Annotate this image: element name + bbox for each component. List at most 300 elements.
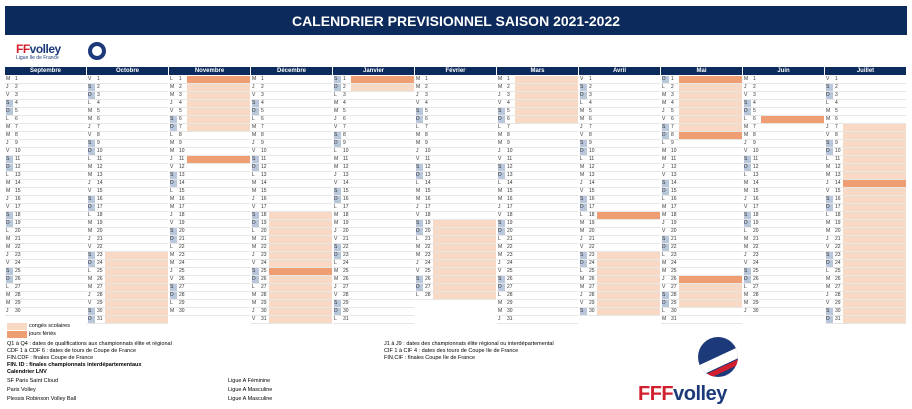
ferie-marker bbox=[679, 76, 742, 83]
conges-marker bbox=[843, 148, 906, 155]
day-number: 17 bbox=[425, 204, 431, 210]
day-number: 17 bbox=[261, 204, 267, 210]
day-row bbox=[5, 172, 86, 180]
conges-marker bbox=[679, 124, 742, 131]
day-number: 21 bbox=[15, 236, 21, 242]
day-number: 6 bbox=[343, 116, 346, 122]
day-number: 9 bbox=[425, 140, 428, 146]
day-row bbox=[661, 164, 742, 172]
day-row bbox=[333, 228, 414, 236]
day-row bbox=[5, 292, 86, 300]
weekday-letter: M bbox=[170, 92, 175, 98]
weekday-letter: M bbox=[744, 132, 749, 138]
day-row bbox=[169, 172, 250, 180]
day-row bbox=[169, 116, 250, 124]
day-row bbox=[169, 156, 250, 164]
conges-marker bbox=[843, 236, 906, 243]
weekday-letter: D bbox=[334, 252, 341, 259]
day-row bbox=[743, 108, 824, 116]
day-row bbox=[333, 156, 414, 164]
weekday-letter: V bbox=[416, 212, 420, 218]
day-number: 16 bbox=[507, 196, 513, 202]
day-number: 28 bbox=[179, 292, 185, 298]
weekday-letter: M bbox=[662, 204, 667, 210]
weekday-letter: D bbox=[662, 132, 669, 139]
day-number: 6 bbox=[179, 116, 182, 122]
weekday-letter: D bbox=[6, 276, 13, 283]
day-row bbox=[415, 268, 496, 276]
weekday-letter: M bbox=[580, 220, 585, 226]
day-row bbox=[415, 132, 496, 140]
weekday-letter: V bbox=[662, 228, 666, 234]
weekday-letter: S bbox=[334, 244, 341, 251]
day-number: 7 bbox=[835, 124, 838, 130]
day-number: 30 bbox=[507, 308, 513, 314]
conges-marker bbox=[679, 284, 742, 291]
day-row bbox=[333, 268, 414, 276]
weekday-letter: M bbox=[170, 204, 175, 210]
weekday-letter: V bbox=[580, 300, 584, 306]
conges-marker bbox=[269, 228, 332, 235]
day-row bbox=[743, 140, 824, 148]
day-number: 22 bbox=[343, 244, 349, 250]
day-number: 24 bbox=[97, 260, 103, 266]
day-number: 6 bbox=[97, 116, 100, 122]
day-row bbox=[251, 76, 332, 84]
weekday-letter: M bbox=[6, 180, 11, 186]
day-number: 29 bbox=[179, 300, 185, 306]
day-number: 8 bbox=[261, 132, 264, 138]
weekday-letter: M bbox=[170, 252, 175, 258]
legend-conges-label: congés scolaires bbox=[29, 323, 70, 329]
conges-marker bbox=[843, 308, 906, 315]
weekday-letter: S bbox=[170, 228, 177, 235]
weekday-letter: L bbox=[498, 292, 501, 298]
day-row bbox=[5, 228, 86, 236]
day-number: 4 bbox=[507, 100, 510, 106]
conges-marker bbox=[269, 276, 332, 283]
day-row bbox=[415, 116, 496, 124]
day-number: 6 bbox=[671, 116, 674, 122]
weekday-letter: M bbox=[826, 164, 831, 170]
weekday-letter: M bbox=[662, 268, 667, 274]
day-row bbox=[415, 76, 496, 84]
day-row bbox=[5, 308, 86, 316]
day-number: 26 bbox=[671, 276, 677, 282]
weekday-letter: S bbox=[6, 212, 13, 219]
weekday-letter: V bbox=[498, 268, 502, 274]
weekday-letter: S bbox=[88, 140, 95, 147]
day-row bbox=[87, 252, 168, 260]
day-number: 20 bbox=[261, 228, 267, 234]
day-row bbox=[497, 252, 578, 260]
day-row bbox=[661, 204, 742, 212]
day-row bbox=[579, 92, 660, 100]
day-row bbox=[5, 284, 86, 292]
day-number: 11 bbox=[261, 156, 267, 162]
day-row bbox=[661, 92, 742, 100]
volleyball-icon bbox=[698, 337, 738, 377]
weekday-letter: L bbox=[744, 116, 747, 122]
weekday-letter: M bbox=[334, 108, 339, 114]
day-number: 12 bbox=[835, 164, 841, 170]
day-row bbox=[579, 124, 660, 132]
day-number: 22 bbox=[589, 244, 595, 250]
day-row bbox=[661, 316, 742, 324]
day-row bbox=[5, 260, 86, 268]
weekday-letter: M bbox=[498, 244, 503, 250]
day-number: 7 bbox=[425, 124, 428, 130]
weekday-letter: L bbox=[334, 92, 337, 98]
weekday-letter: S bbox=[662, 236, 669, 243]
day-row bbox=[5, 140, 86, 148]
day-row bbox=[169, 108, 250, 116]
weekday-letter: J bbox=[580, 124, 583, 130]
day-number: 9 bbox=[179, 140, 182, 146]
weekday-letter: L bbox=[744, 172, 747, 178]
conges-marker bbox=[597, 260, 660, 267]
club-league-1: Ligue A Masculine bbox=[228, 387, 273, 393]
day-row bbox=[5, 276, 86, 284]
day-row bbox=[661, 132, 742, 140]
day-number: 26 bbox=[835, 276, 841, 282]
day-row bbox=[169, 228, 250, 236]
note-right-2: FIN.CIF : finales Coupe Ile de France bbox=[384, 355, 476, 361]
day-row bbox=[5, 196, 86, 204]
weekday-letter: M bbox=[170, 140, 175, 146]
day-row bbox=[825, 260, 906, 268]
weekday-letter: L bbox=[6, 284, 9, 290]
day-number: 26 bbox=[15, 276, 21, 282]
day-row bbox=[251, 196, 332, 204]
day-number: 9 bbox=[835, 140, 838, 146]
day-number: 10 bbox=[425, 148, 431, 154]
weekday-letter: L bbox=[6, 172, 9, 178]
day-number: 18 bbox=[97, 212, 103, 218]
day-number: 19 bbox=[671, 220, 677, 226]
day-row bbox=[87, 276, 168, 284]
day-number: 5 bbox=[343, 108, 346, 114]
weekday-letter: M bbox=[416, 140, 421, 146]
day-row bbox=[169, 284, 250, 292]
day-row bbox=[661, 76, 742, 84]
weekday-letter: L bbox=[334, 204, 337, 210]
day-row bbox=[743, 172, 824, 180]
day-number: 27 bbox=[425, 284, 431, 290]
day-row bbox=[743, 148, 824, 156]
day-row bbox=[251, 172, 332, 180]
day-number: 12 bbox=[671, 164, 677, 170]
weekday-letter: S bbox=[6, 268, 13, 275]
weekday-letter: S bbox=[416, 108, 423, 115]
day-row bbox=[251, 260, 332, 268]
day-number: 2 bbox=[261, 84, 264, 90]
weekday-letter: S bbox=[744, 100, 751, 107]
day-number: 29 bbox=[753, 300, 759, 306]
day-number: 31 bbox=[97, 316, 103, 322]
weekday-letter: J bbox=[826, 292, 829, 298]
weekday-letter: V bbox=[744, 92, 748, 98]
day-row bbox=[251, 276, 332, 284]
weekday-letter: V bbox=[252, 316, 256, 322]
day-number: 20 bbox=[343, 228, 349, 234]
weekday-letter: D bbox=[662, 244, 669, 251]
day-number: 8 bbox=[507, 132, 510, 138]
weekday-letter: M bbox=[498, 308, 503, 314]
weekday-letter: M bbox=[498, 188, 503, 194]
day-row bbox=[661, 220, 742, 228]
day-row bbox=[251, 220, 332, 228]
day-number: 2 bbox=[343, 84, 346, 90]
weekday-letter: S bbox=[580, 84, 587, 91]
day-row bbox=[415, 228, 496, 236]
weekday-letter: M bbox=[334, 212, 339, 218]
day-row bbox=[661, 100, 742, 108]
day-row bbox=[497, 108, 578, 116]
day-number: 22 bbox=[261, 244, 267, 250]
day-row bbox=[169, 244, 250, 252]
day-row bbox=[579, 252, 660, 260]
weekday-letter: J bbox=[744, 84, 747, 90]
weekday-letter: D bbox=[6, 220, 13, 227]
weekday-letter: S bbox=[580, 308, 587, 315]
day-row bbox=[415, 244, 496, 252]
weekday-letter: L bbox=[826, 100, 829, 106]
day-row bbox=[743, 100, 824, 108]
weekday-letter: M bbox=[252, 132, 257, 138]
day-number: 23 bbox=[425, 252, 431, 258]
day-row bbox=[251, 236, 332, 244]
day-number: 21 bbox=[589, 236, 595, 242]
day-number: 4 bbox=[179, 100, 182, 106]
day-number: 21 bbox=[97, 236, 103, 242]
weekday-letter: S bbox=[498, 220, 505, 227]
weekday-letter: V bbox=[170, 276, 174, 282]
weekday-letter: J bbox=[744, 140, 747, 146]
day-row bbox=[579, 132, 660, 140]
weekday-letter: D bbox=[662, 188, 669, 195]
day-number: 4 bbox=[753, 100, 756, 106]
day-number: 18 bbox=[835, 212, 841, 218]
day-row bbox=[169, 148, 250, 156]
day-number: 16 bbox=[261, 196, 267, 202]
day-row bbox=[87, 108, 168, 116]
conges-marker bbox=[597, 300, 660, 307]
day-number: 4 bbox=[15, 100, 18, 106]
day-number: 17 bbox=[753, 204, 759, 210]
conges-marker bbox=[105, 308, 168, 315]
day-row bbox=[825, 156, 906, 164]
day-number: 9 bbox=[753, 140, 756, 146]
day-row bbox=[5, 212, 86, 220]
month-header: Février bbox=[415, 67, 496, 75]
weekday-letter: V bbox=[88, 76, 92, 82]
day-row bbox=[579, 204, 660, 212]
conges-marker bbox=[105, 316, 168, 323]
day-number: 10 bbox=[589, 148, 595, 154]
ferie-marker bbox=[187, 76, 250, 83]
conges-marker bbox=[515, 108, 578, 115]
day-row bbox=[497, 172, 578, 180]
day-number: 26 bbox=[425, 276, 431, 282]
day-number: 21 bbox=[425, 236, 431, 242]
weekday-letter: L bbox=[6, 228, 9, 234]
day-number: 24 bbox=[343, 260, 349, 266]
conges-marker bbox=[269, 252, 332, 259]
conges-marker bbox=[269, 236, 332, 243]
weekday-letter: D bbox=[416, 172, 423, 179]
day-row bbox=[5, 92, 86, 100]
day-row bbox=[415, 196, 496, 204]
note-left-2: FIN.CDF : finales Coupe de France bbox=[7, 355, 94, 361]
weekday-letter: M bbox=[580, 284, 585, 290]
weekday-letter: L bbox=[252, 228, 255, 234]
day-row bbox=[825, 252, 906, 260]
day-number: 26 bbox=[589, 276, 595, 282]
month-header: Avril bbox=[579, 67, 660, 75]
day-row bbox=[87, 308, 168, 316]
day-number: 19 bbox=[425, 220, 431, 226]
ferie-marker bbox=[843, 180, 906, 187]
day-number: 11 bbox=[671, 156, 677, 162]
day-number: 27 bbox=[261, 284, 267, 290]
day-row bbox=[333, 292, 414, 300]
weekday-letter: L bbox=[826, 156, 829, 162]
weekday-letter: M bbox=[252, 124, 257, 130]
day-number: 3 bbox=[671, 92, 674, 98]
day-number: 21 bbox=[261, 236, 267, 242]
weekday-letter: V bbox=[662, 116, 666, 122]
day-number: 26 bbox=[261, 276, 267, 282]
day-number: 18 bbox=[671, 212, 677, 218]
weekday-letter: L bbox=[88, 100, 91, 106]
weekday-letter: S bbox=[252, 212, 259, 219]
conges-marker bbox=[679, 84, 742, 91]
day-row bbox=[5, 164, 86, 172]
day-number: 12 bbox=[589, 164, 595, 170]
day-row bbox=[661, 308, 742, 316]
conges-marker bbox=[187, 92, 250, 99]
day-number: 9 bbox=[15, 140, 18, 146]
day-row bbox=[579, 268, 660, 276]
day-row bbox=[579, 188, 660, 196]
day-number: 29 bbox=[15, 300, 21, 306]
day-row bbox=[251, 164, 332, 172]
day-row bbox=[579, 276, 660, 284]
weekday-letter: J bbox=[6, 84, 9, 90]
day-row bbox=[251, 252, 332, 260]
day-row bbox=[497, 140, 578, 148]
conges-marker bbox=[679, 108, 742, 115]
day-number: 21 bbox=[179, 236, 185, 242]
day-row bbox=[251, 316, 332, 324]
weekday-letter: V bbox=[6, 92, 10, 98]
day-number: 30 bbox=[835, 308, 841, 314]
weekday-letter: V bbox=[252, 148, 256, 154]
day-number: 1 bbox=[671, 76, 674, 82]
day-number: 1 bbox=[753, 76, 756, 82]
weekday-letter: M bbox=[744, 300, 749, 306]
day-row bbox=[579, 100, 660, 108]
month-header: Septembre bbox=[5, 67, 86, 75]
day-row bbox=[169, 300, 250, 308]
weekday-letter: D bbox=[6, 164, 13, 171]
day-number: 18 bbox=[753, 212, 759, 218]
weekday-letter: M bbox=[662, 92, 667, 98]
weekday-letter: L bbox=[498, 180, 501, 186]
weekday-letter: S bbox=[170, 116, 177, 123]
day-row bbox=[743, 180, 824, 188]
month-header: Décembre bbox=[251, 67, 332, 75]
day-row bbox=[743, 92, 824, 100]
weekday-letter: S bbox=[662, 180, 669, 187]
day-row bbox=[497, 292, 578, 300]
day-row bbox=[661, 212, 742, 220]
day-row bbox=[251, 268, 332, 276]
weekday-letter: J bbox=[662, 220, 665, 226]
day-number: 5 bbox=[753, 108, 756, 114]
day-number: 21 bbox=[671, 236, 677, 242]
day-row bbox=[333, 204, 414, 212]
day-row bbox=[743, 252, 824, 260]
day-number: 29 bbox=[507, 300, 513, 306]
day-number: 6 bbox=[589, 116, 592, 122]
day-row bbox=[251, 132, 332, 140]
day-number: 13 bbox=[15, 172, 21, 178]
day-number: 16 bbox=[343, 196, 349, 202]
day-row bbox=[825, 172, 906, 180]
weekday-letter: D bbox=[580, 92, 587, 99]
weekday-letter: V bbox=[252, 204, 256, 210]
day-row bbox=[333, 84, 414, 92]
day-number: 29 bbox=[835, 300, 841, 306]
conges-marker bbox=[269, 284, 332, 291]
conges-marker bbox=[597, 252, 660, 259]
weekday-letter: L bbox=[170, 76, 173, 82]
weekday-letter: M bbox=[88, 164, 93, 170]
day-number: 13 bbox=[671, 172, 677, 178]
day-row bbox=[743, 268, 824, 276]
day-row bbox=[743, 212, 824, 220]
day-row bbox=[333, 300, 414, 308]
day-row bbox=[497, 316, 578, 324]
day-number: 2 bbox=[589, 84, 592, 90]
club-league-0: Ligue A Féminine bbox=[228, 378, 271, 384]
weekday-letter: S bbox=[252, 268, 259, 275]
conges-marker bbox=[433, 220, 496, 227]
day-row bbox=[87, 164, 168, 172]
weekday-letter: S bbox=[88, 84, 95, 91]
day-row bbox=[415, 284, 496, 292]
weekday-letter: L bbox=[416, 292, 419, 298]
weekday-letter: V bbox=[826, 132, 830, 138]
day-row bbox=[579, 284, 660, 292]
day-row bbox=[579, 212, 660, 220]
day-number: 28 bbox=[15, 292, 21, 298]
weekday-letter: D bbox=[334, 308, 341, 315]
weekday-letter: J bbox=[826, 124, 829, 130]
day-number: 25 bbox=[179, 268, 185, 274]
day-row bbox=[497, 284, 578, 292]
day-number: 20 bbox=[425, 228, 431, 234]
weekday-letter: M bbox=[252, 300, 257, 306]
day-row bbox=[661, 284, 742, 292]
day-number: 8 bbox=[97, 132, 100, 138]
day-row bbox=[579, 116, 660, 124]
day-row bbox=[333, 316, 414, 324]
day-row bbox=[497, 228, 578, 236]
day-number: 15 bbox=[343, 188, 349, 194]
